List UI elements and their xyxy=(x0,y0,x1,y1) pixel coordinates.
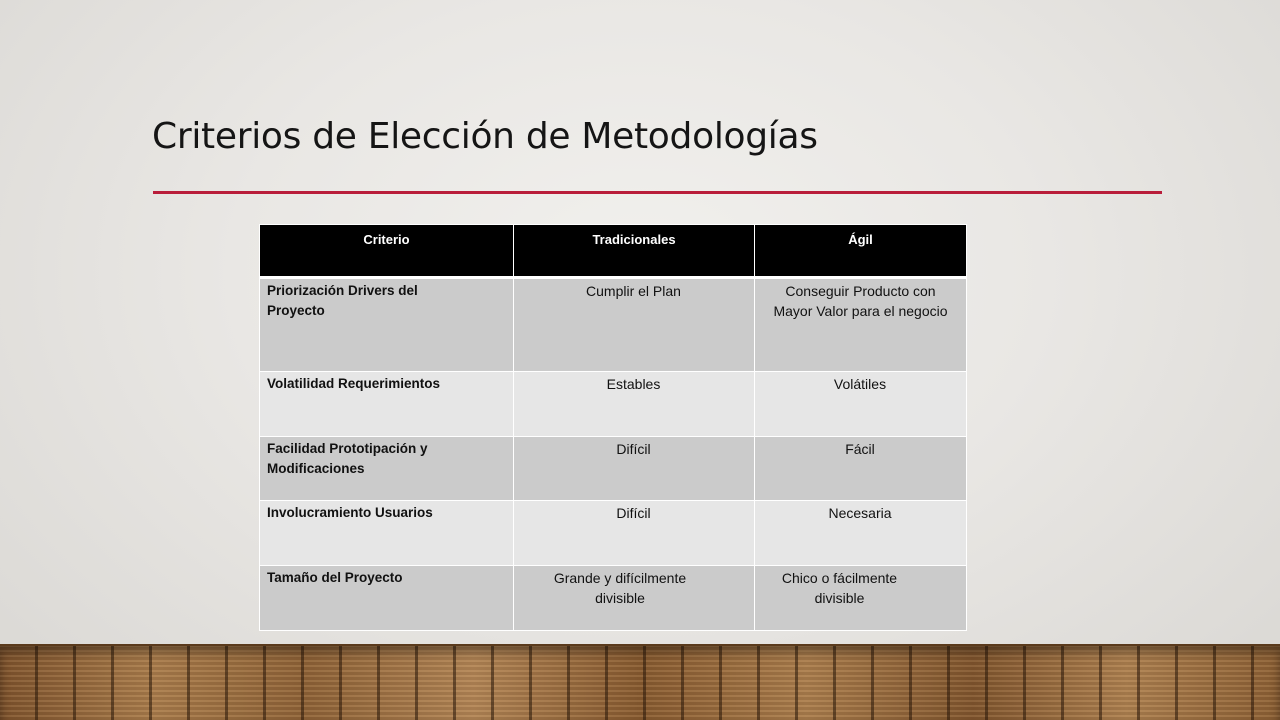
criterio-cell: Volatilidad Requerimientos xyxy=(260,372,514,437)
criterio-cell: Involucramiento Usuarios xyxy=(260,501,514,566)
table-row xyxy=(260,566,967,631)
header-tradicionales: Tradicionales xyxy=(514,225,755,278)
table-row xyxy=(260,372,967,437)
tradicionales-cell: Estables xyxy=(514,372,755,437)
agil-cell: Fácil xyxy=(755,437,967,501)
table-row xyxy=(260,501,967,566)
slide-title: Criterios de Elección de Metodologías xyxy=(152,116,818,157)
header-criterio: Criterio xyxy=(260,225,514,278)
wood-floor-background xyxy=(0,644,1280,720)
table-row xyxy=(260,437,967,501)
tradicionales-cell: Difícil xyxy=(514,501,755,566)
agil-cell: Chico o fácilmente divisible xyxy=(755,566,967,631)
criterio-cell: Tamaño del Proyecto xyxy=(260,566,514,631)
tradicionales-cell: Cumplir el Plan xyxy=(514,278,755,372)
tradicionales-cell: Difícil xyxy=(514,437,755,501)
criterio-cell: Facilidad Prototipación y Modificaciones xyxy=(260,437,514,501)
header-agil: Ágil xyxy=(755,225,967,278)
criterio-cell: Priorización Drivers del Proyecto xyxy=(260,278,514,372)
agil-cell: Volátiles xyxy=(755,372,967,437)
agil-cell: Conseguir Producto con Mayor Valor para el negocio xyxy=(755,278,967,372)
agil-cell: Necesaria xyxy=(755,501,967,566)
criteria-table xyxy=(259,224,967,631)
table-row xyxy=(260,278,967,372)
tradicionales-cell: Grande y difícilmente divisible xyxy=(514,566,755,631)
table-header-row xyxy=(260,225,967,278)
title-underline xyxy=(153,191,1162,194)
